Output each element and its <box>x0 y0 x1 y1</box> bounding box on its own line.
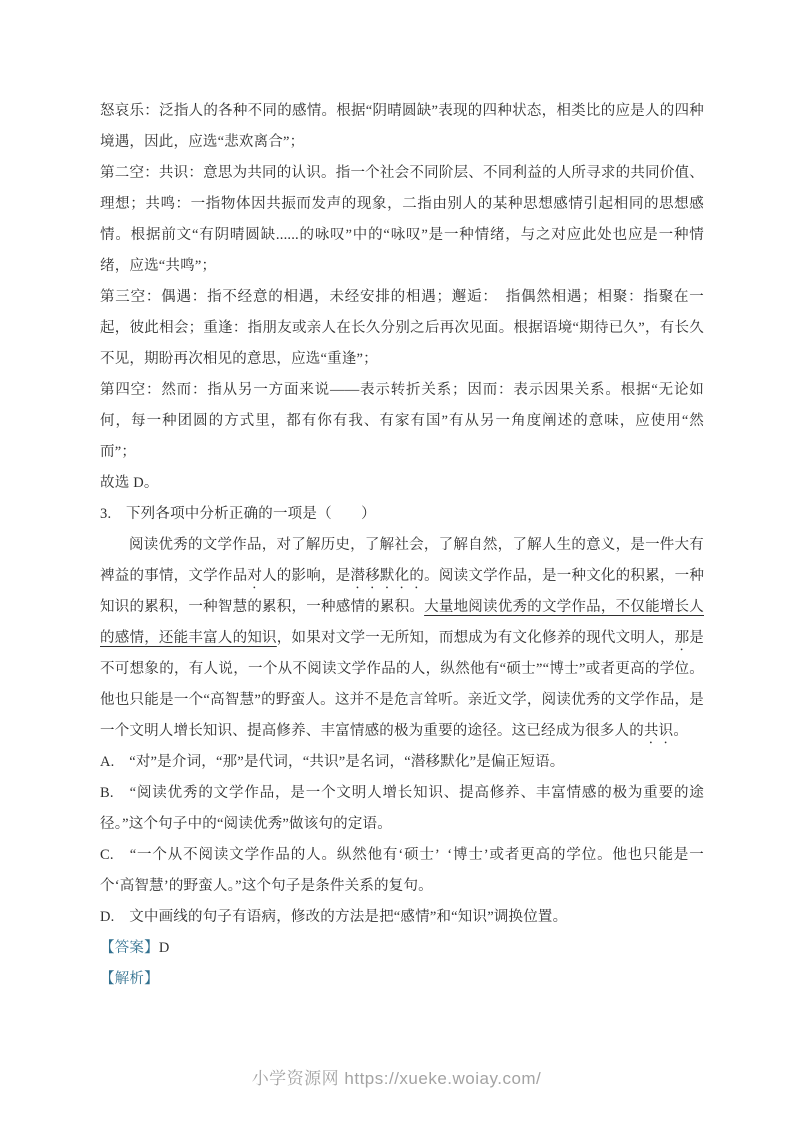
analysis-third-blank <box>100 282 704 375</box>
text-segment: B. “阅读优秀的文学作品，是一个文明人增长知识、提高修养、丰富情感的极为重要的途径。”这个句子中的“阅读优秀”做该句的定语。 <box>100 785 704 832</box>
text-segment: 。 <box>673 723 689 739</box>
text-segment: ，如果对文学一无所知，而想成为有文化修养的现代文明人， <box>276 630 675 646</box>
text-segment: 人的影响，是 <box>262 568 351 584</box>
text-segment: 是不可想象的，有人说，一个从不阅读文学作品的人，纵然他有“硕士”“博士”或者更高的学位。他也只能是一个“高智慧”的野蛮人。这并不是危言耸听。亲近文学，阅读优秀的文学作品，是一个文明人增长知识、提高修养、丰富情感的极为重要的途径。这已经成为很多人的 <box>100 630 704 739</box>
text-segment: 第三空：偶遇：指不经意的相遇，未经安排的相遇；邂逅： 指偶然相遇；相聚：指聚在一起，彼此相会；重逢：指朋友或亲人在长久分别之后再次见面。根据语境“期待已久”，有长久不见，期盼再次相见的意思，应选“重逢”； <box>100 289 704 367</box>
document-body <box>100 96 704 995</box>
conclusion-line <box>100 468 704 499</box>
analysis-label-line <box>100 964 704 995</box>
text-segment: D <box>158 940 170 956</box>
text-segment-accent: 【解析】 <box>100 971 159 987</box>
text-segment-dots: 共识 <box>643 723 674 739</box>
analysis-second-blank <box>100 158 704 282</box>
continuation-analysis-paragraph <box>100 96 704 158</box>
option-a <box>100 747 704 778</box>
option-d <box>100 902 704 933</box>
text-segment: 3. 下列各项中分析正确的一项是（ ） <box>100 506 376 522</box>
text-segment: 阅读优秀的文学作品，对了解历史，了解社会，了解自然，了解人生的意义，是一件大有裨益的事情，文学作品 <box>100 537 704 584</box>
text-segment-underline: 大量地阅读优秀的文学作品，不仅能增长人的感情，还能丰富人的知识 <box>100 599 704 646</box>
text-segment: D. 文中画线的句子有语病，修改的方法是把“感情”和“知识”调换位置。 <box>100 909 568 925</box>
text-segment: 第二空：共识：意思为共同的认识。指一个社会不同阶层、不同利益的人所寻求的共同价值、理想；共鸣：一指物体因共振而发声的现象，二指由别人的某种思想感情引起相同的思想感情。根据前文“有阴晴圆缺......的咏叹”中的“咏叹”是一种情绪，与之对应此处也应是一种情绪，应选“共鸣”； <box>100 165 704 274</box>
text-segment: 怒哀乐：泛指人的各种不同的感情。根据“阴晴圆缺”表现的四种状态，相类比的应是人的四种境遇，因此，应选“悲欢离合”； <box>100 103 704 150</box>
text-segment: 第四空：然而：指从另一方面来说——表示转折关系；因而：表示因果关系。根据“无论如何，每一种团圆的方式里，都有你有我、有家有国”有从另一角度阐述的意味，应使用“然而”； <box>100 382 704 460</box>
question-3-stem <box>100 499 704 530</box>
text-segment: C. “一个从不阅读文学作品的人。纵然他有‘硕士’ ‘博士’或者更高的学位。他也只能是一个‘高智慧’的野蛮人。”这个句子是条件关系的复句。 <box>100 847 704 894</box>
reading-passage <box>100 530 704 747</box>
text-segment: A. “对”是介词，“那”是代词，“共识”是名词，“潜移默化”是偏正短语。 <box>100 754 565 770</box>
analysis-fourth-blank <box>100 375 704 468</box>
option-b <box>100 778 704 840</box>
option-c <box>100 840 704 902</box>
text-segment: 。阅读文学作品，是一种文化的积累，一种知识的累积，一种智慧的累积，一种感情的累积。 <box>100 568 705 615</box>
text-segment-dots: 潜移默化的 <box>350 568 425 584</box>
answer-line <box>100 933 704 964</box>
text-segment: 故选 D。 <box>100 475 159 491</box>
text-segment-accent: 【答案】 <box>100 940 159 956</box>
text-segment-dots: 那 <box>674 630 690 646</box>
footer-watermark: 小学资源网 https://xueke.woiay.com/ <box>251 1069 542 1088</box>
text-segment-dots: 对 <box>247 568 263 584</box>
